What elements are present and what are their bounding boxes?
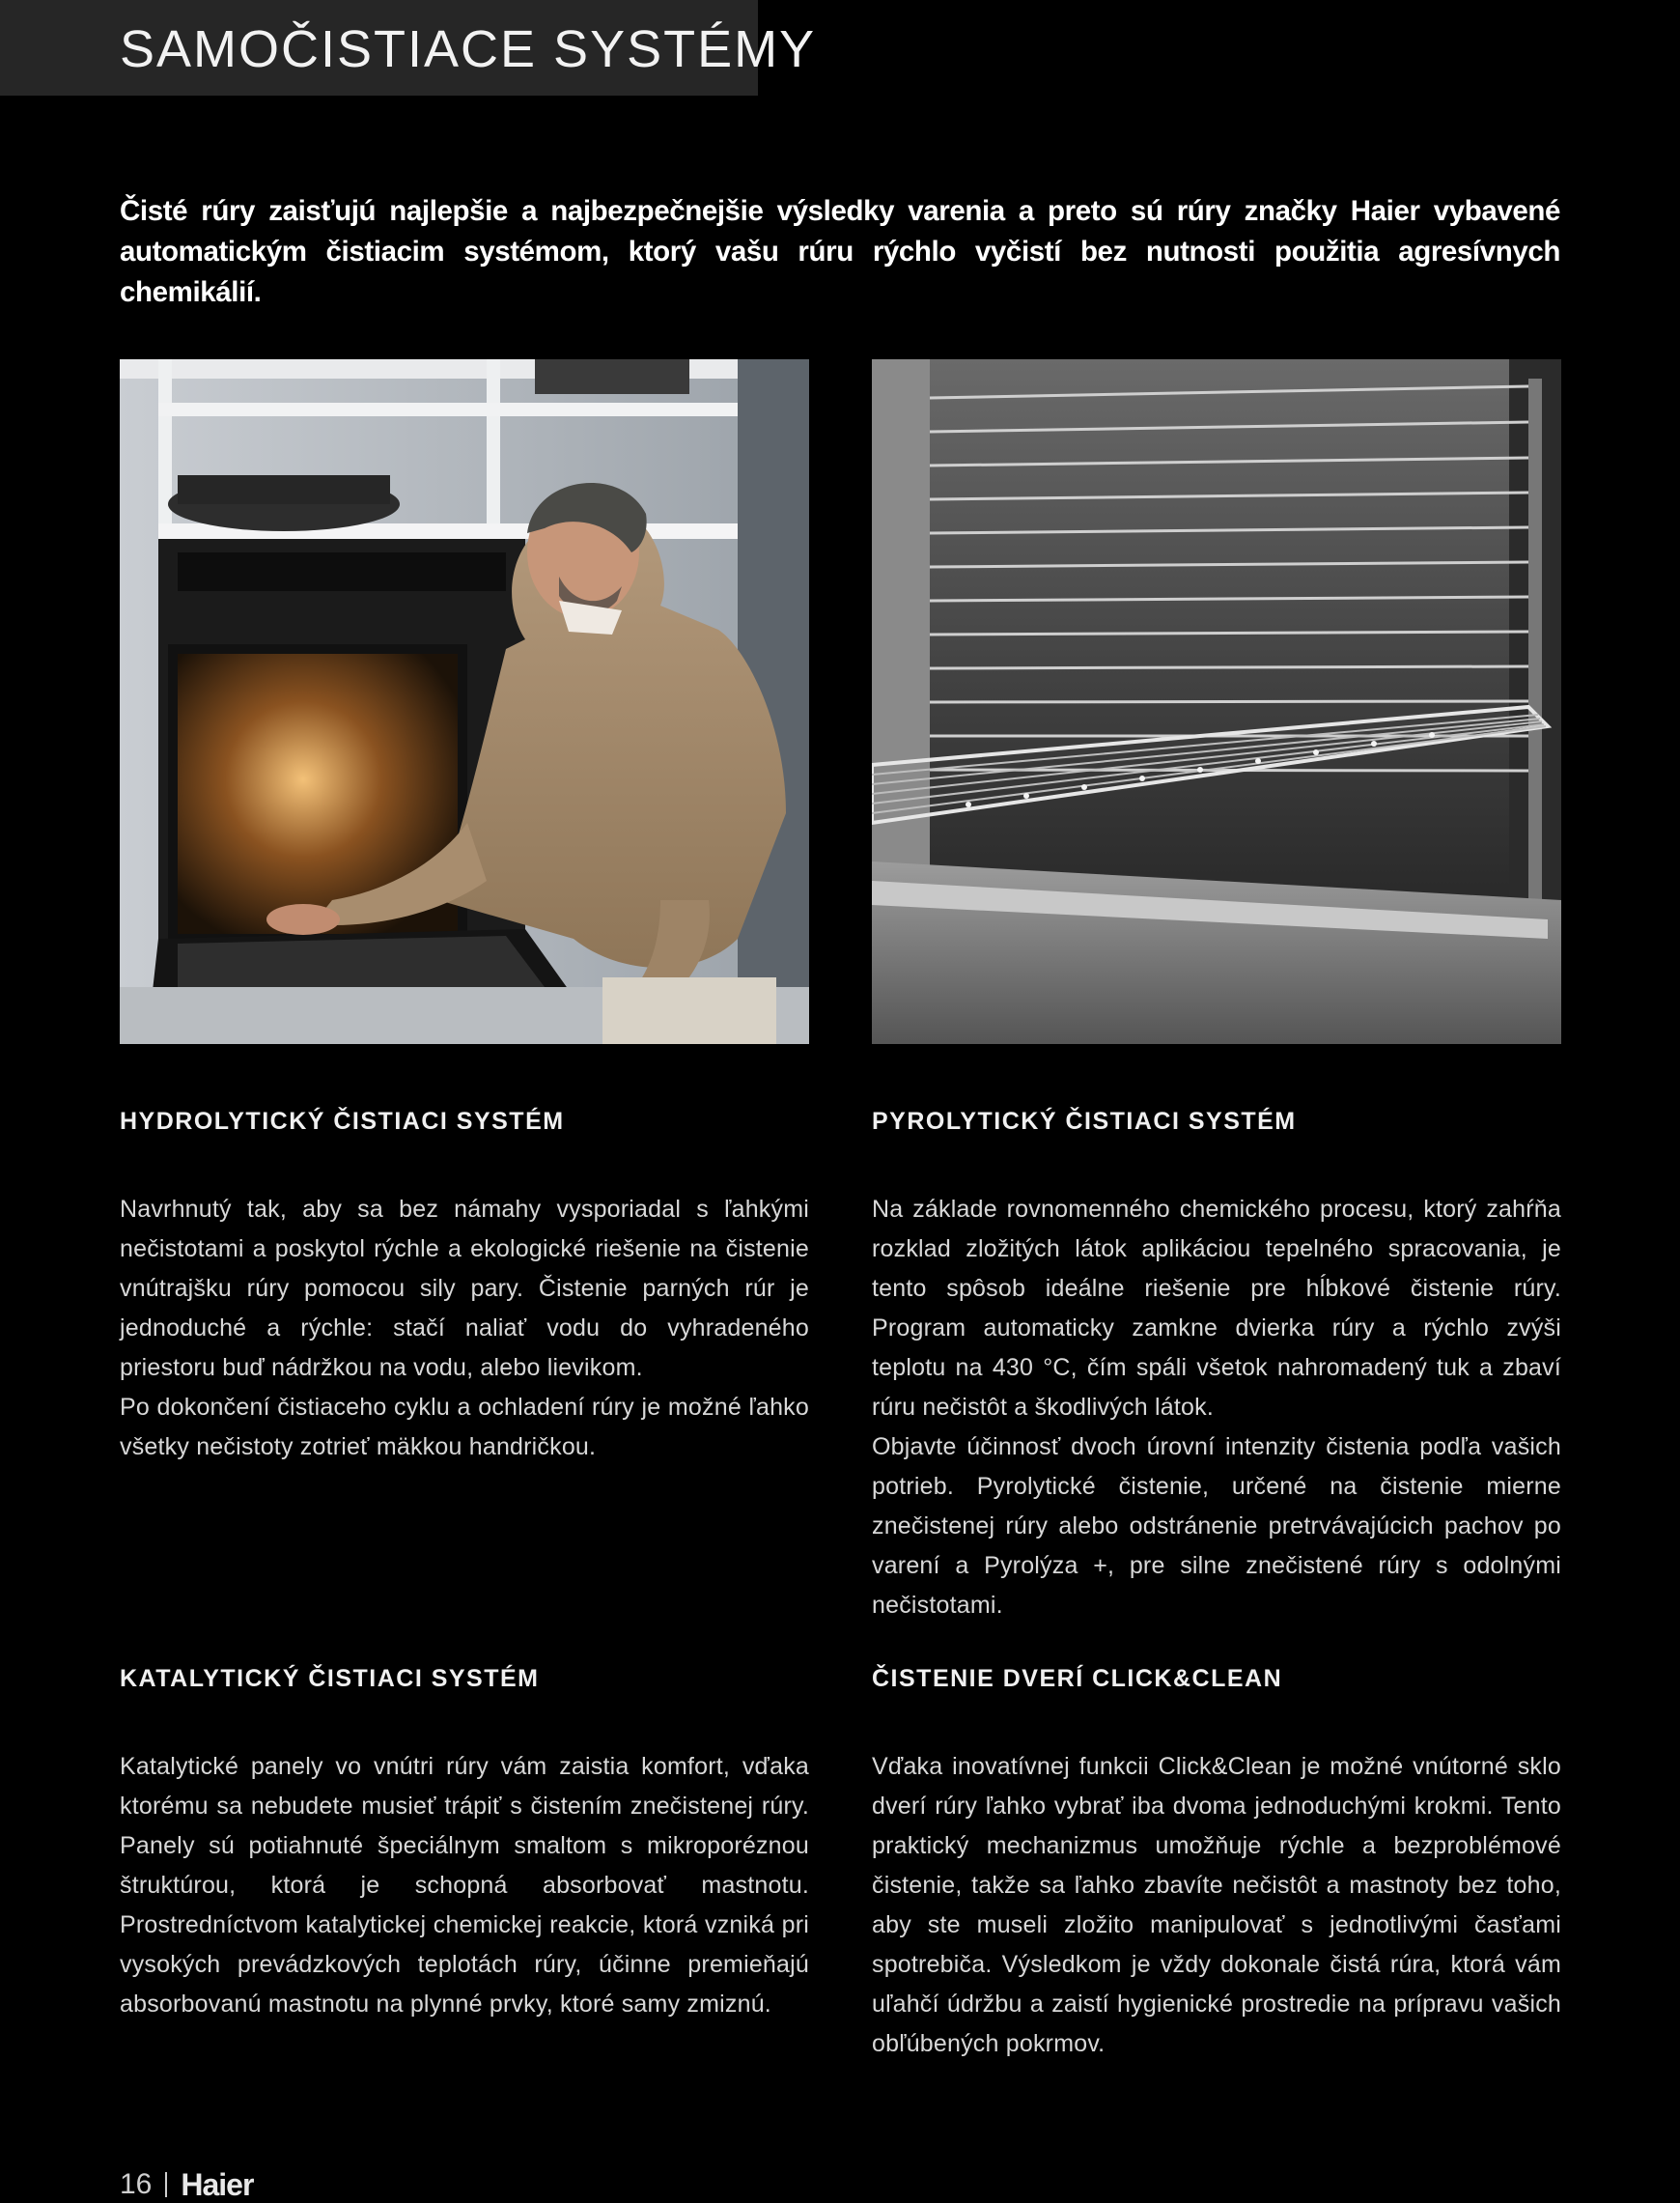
section-body: Navrhnutý tak, aby sa bez námahy vysporiadal s ľahkými nečistotami a poskytol rýchle a ekologické riešenie na čistenie vnútrajšku rúry pomocou sily pary. Čistenie parných rúr je jednoduché a rýchle: stačí naliať vodu do vyhradeného priestoru buď nádržkou na vodu, alebo lievikom. — [120, 1196, 809, 1381]
section-body: Na základe rovnomenného chemického procesu, ktorý zahŕňa rozklad zložitých látok aplikáciou tepelného spracovania, je tento spôsob ideálne riešenie pre hĺbkové čistenie rúry. Program automaticky zamkne dvierka rúry a rýchlo zvýši teplotu na 430 °C, čím spáli všetok nahromadený tuk a zbaví rúru nečistôt a škodlivých látok. — [872, 1196, 1561, 1421]
page-number: 16 — [120, 2168, 153, 2200]
brand-logo: Haier — [181, 2166, 254, 2202]
section-click-clean — [872, 1665, 1561, 2064]
page-title: SAMOČISTIACE SYSTÉMY — [120, 20, 817, 78]
section-body: Vďaka inovatívnej funkcii Click&Clean je možné vnútorné sklo dverí rúry ľahko vybrať iba dvoma jednoduchými krokmi. Tento praktický mechanizmus umožňuje rýchle a bezproblémové čistenie, takže sa ľahko zbavíte nečistôt a mastnoty bez toho, aby ste museli zložito manipulovať s jednotlivými časťami spotrebiča. Výsledkom je vždy dokonale čistá rúra, ktorá vám uľahčí údržbu a zaistí hygienické prostredie na prípravu vašich obľúbených pokrmov. — [872, 1753, 1561, 2057]
section-body: Objavte účinnosť dvoch úrovní intenzity čistenia podľa vašich potrieb. Pyrolytické čistenie, určené na čistenie mierne znečistenej rúry alebo odstránenie pretrvávajúcich pachov po varení a Pyrolýza +, pre silne znečistené rúry s odolnými nečistotami. — [872, 1433, 1561, 1619]
title-bar — [0, 0, 817, 96]
section-body: Po dokončení čistiaceho cyklu a ochladení rúry je možné ľahko všetky nečistoty zotrieť mäkkou handričkou. — [120, 1394, 809, 1460]
section-heading: ČISTENIE DVERÍ CLICK&CLEAN — [872, 1665, 1283, 1692]
footer-divider — [165, 2172, 167, 2197]
section-catalytic — [120, 1665, 809, 2024]
section-heading: PYROLYTICKÝ ČISTIACI SYSTÉM — [872, 1108, 1297, 1135]
section-heading: KATALYTICKÝ ČISTIACI SYSTÉM — [120, 1665, 540, 1692]
section-body: Katalytické panely vo vnútri rúry vám zaistia komfort, vďaka ktorému sa nebudete musieť trápiť s čistením znečistenej rúry. Panely sú potiahnuté špeciálnym smaltom s mikroporéznou štruktúrou, ktorá je schopná absorbovať mastnotu. Prostredníctvom katalytickej chemickej reakcie, ktorá vzniká pri vysokých prevádzkových teplotách rúry, účinne premieňajú absorbovanú mastnotu na plynné prvky, ktoré samy zmiznú. — [120, 1753, 809, 2018]
section-pyrolytic — [872, 1108, 1561, 1625]
page-footer — [120, 2166, 254, 2202]
section-heading: HYDROLYTICKÝ ČISTIACI SYSTÉM — [120, 1108, 565, 1135]
photo-man-cleaning-oven — [120, 359, 809, 1044]
photo-oven-interior-racks — [872, 359, 1561, 1044]
intro-paragraph: Čisté rúry zaisťujú najlepšie a najbezpečnejšie výsledky varenia a preto sú rúry značky Haier vybavené automatickým čistiacim systémom, ktorý vašu rúru rýchlo vyčistí bez nutnosti použitia agresívnych chemikálií. — [120, 195, 1560, 308]
section-hydrolytic — [120, 1108, 809, 1467]
